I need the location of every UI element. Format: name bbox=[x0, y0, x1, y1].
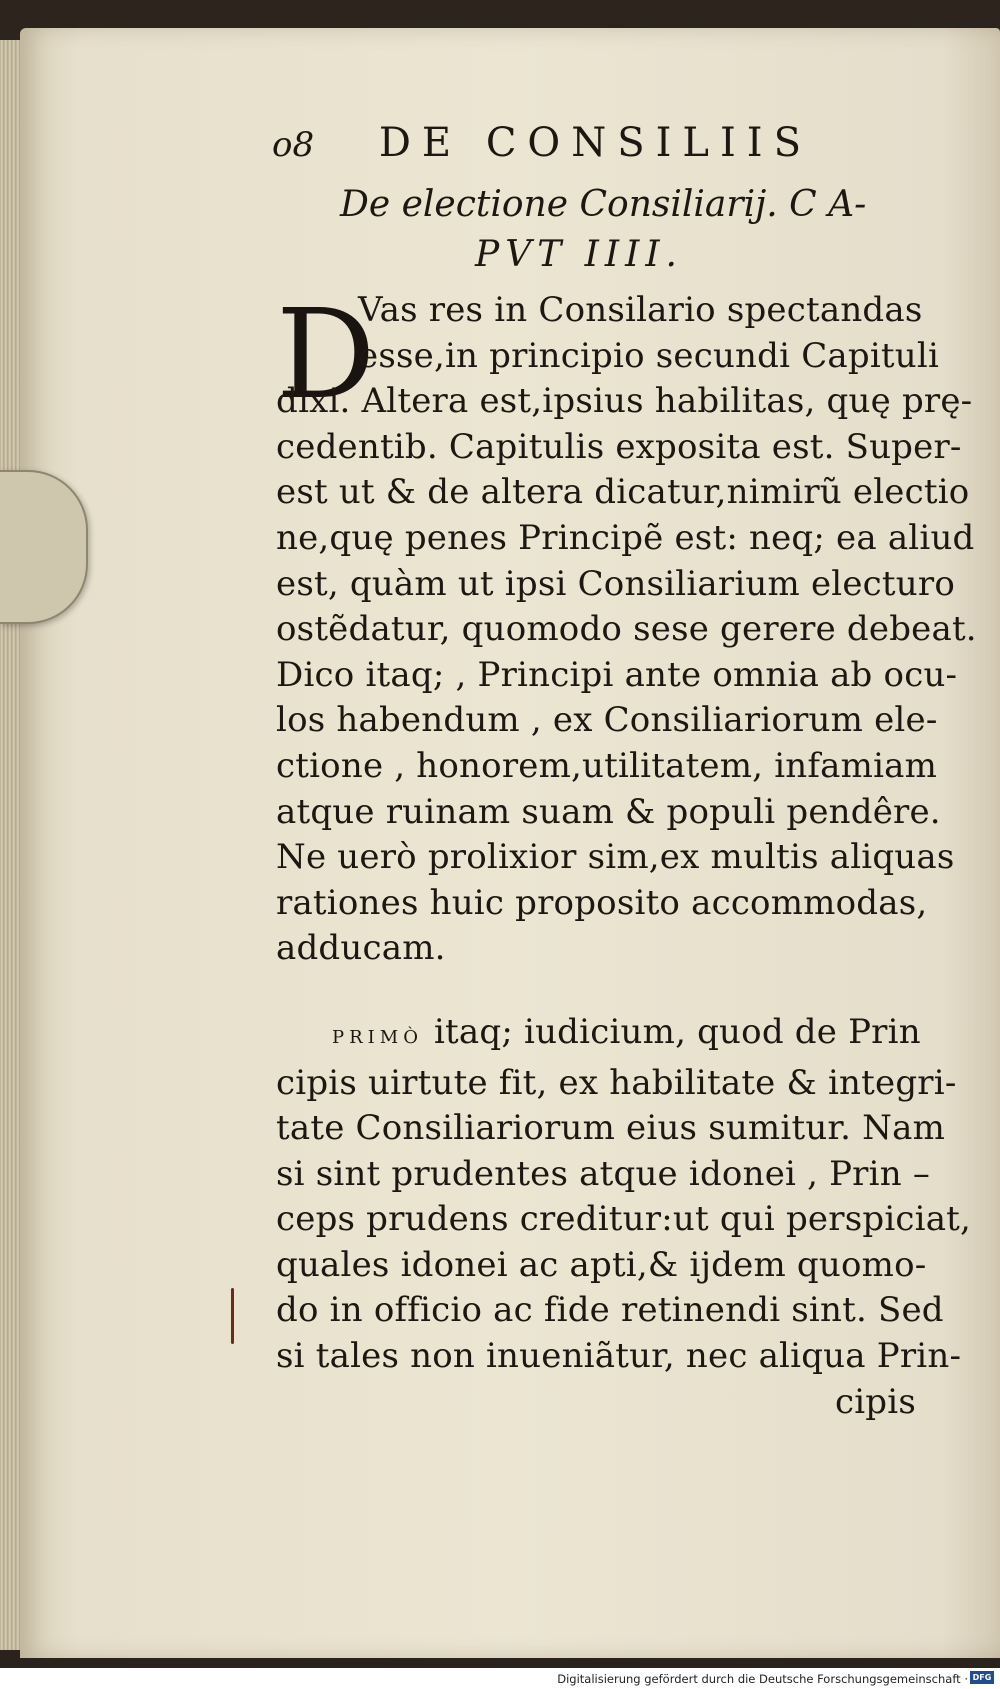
text-line: si sint prudentes atque idonei , Prin – bbox=[276, 1153, 931, 1194]
text-line: ostẽdatur, quomodo sese gerere debeat. bbox=[276, 609, 977, 650]
text-line: est ut & de altera dicatur,nimirũ electio bbox=[276, 472, 970, 513]
paragraph-lead-rest: itaq; iudicium, quod de Prin bbox=[422, 1011, 921, 1052]
text-line: tate Consiliariorum eius sumitur. Nam bbox=[276, 1108, 946, 1149]
text-line: si tales non inueniãtur, nec aliqua Prin- bbox=[276, 1336, 962, 1377]
drop-cap-initial: D bbox=[276, 283, 376, 427]
text-line: los habendum , ex Consiliariorum ele- bbox=[276, 700, 938, 741]
text-line: ne,quę penes Principẽ est: neq; ea aliud bbox=[276, 517, 975, 558]
chapter-title-line-2: PVT IIII. bbox=[475, 234, 684, 275]
text-line: atque ruinam suam & populi pendêre. bbox=[276, 791, 941, 832]
page-clip-tab bbox=[0, 470, 88, 624]
page-number: o8 bbox=[272, 125, 315, 165]
margin-ink-mark bbox=[231, 1288, 234, 1344]
text-line bbox=[276, 1010, 926, 1061]
running-head bbox=[272, 120, 812, 166]
running-title: DE CONSILIIS bbox=[378, 120, 812, 166]
catchword: cipis bbox=[834, 1381, 916, 1422]
text-line: cipis uirtute fit, ex habilitate & integri- bbox=[276, 1062, 957, 1103]
paragraph-lead-word: PRIMÒ bbox=[332, 1026, 423, 1048]
text-line: cedentib. Capitulis exposita est. Super- bbox=[276, 426, 962, 467]
text-line: quales idonei ac apti,& ijdem quomo- bbox=[276, 1244, 927, 1285]
chapter-title-line-1: De electione Consiliarij. C A- bbox=[340, 184, 867, 225]
text-line: ctione , honorem,utilitatem, infamiam bbox=[276, 745, 938, 786]
text-line: dixi. Altera est,ipsius habilitas, quę prę- bbox=[276, 381, 973, 422]
text-line: rationes huic proposito accommodas, bbox=[276, 882, 928, 923]
text-line: est, quàm ut ipsi Consiliarium electuro bbox=[276, 563, 956, 604]
text-line: esse,in principio secundi Capituli bbox=[358, 335, 940, 376]
chapter-heading bbox=[340, 180, 880, 280]
dfg-logo-icon: DFG bbox=[970, 1671, 994, 1684]
body-text bbox=[276, 283, 977, 1425]
text-line: Dico itaq; , Principi ante omnia ab ocu- bbox=[276, 654, 958, 695]
digitization-credit: Digitalisierung gefördert durch die Deutsche Forschungsgemeinschaft · bbox=[557, 1672, 968, 1686]
text-line: adducam. bbox=[276, 928, 446, 969]
text-line: ceps prudens creditur:ut qui perspiciat, bbox=[276, 1199, 972, 1240]
text-line: do in officio ac fide retinendi sint. Sed bbox=[276, 1290, 944, 1331]
text-line: Ne uerò prolixior sim,ex multis aliquas bbox=[276, 837, 955, 878]
paragraph-gap bbox=[276, 972, 926, 1010]
text-line: Vas res in Consilario spectandas bbox=[358, 290, 923, 330]
